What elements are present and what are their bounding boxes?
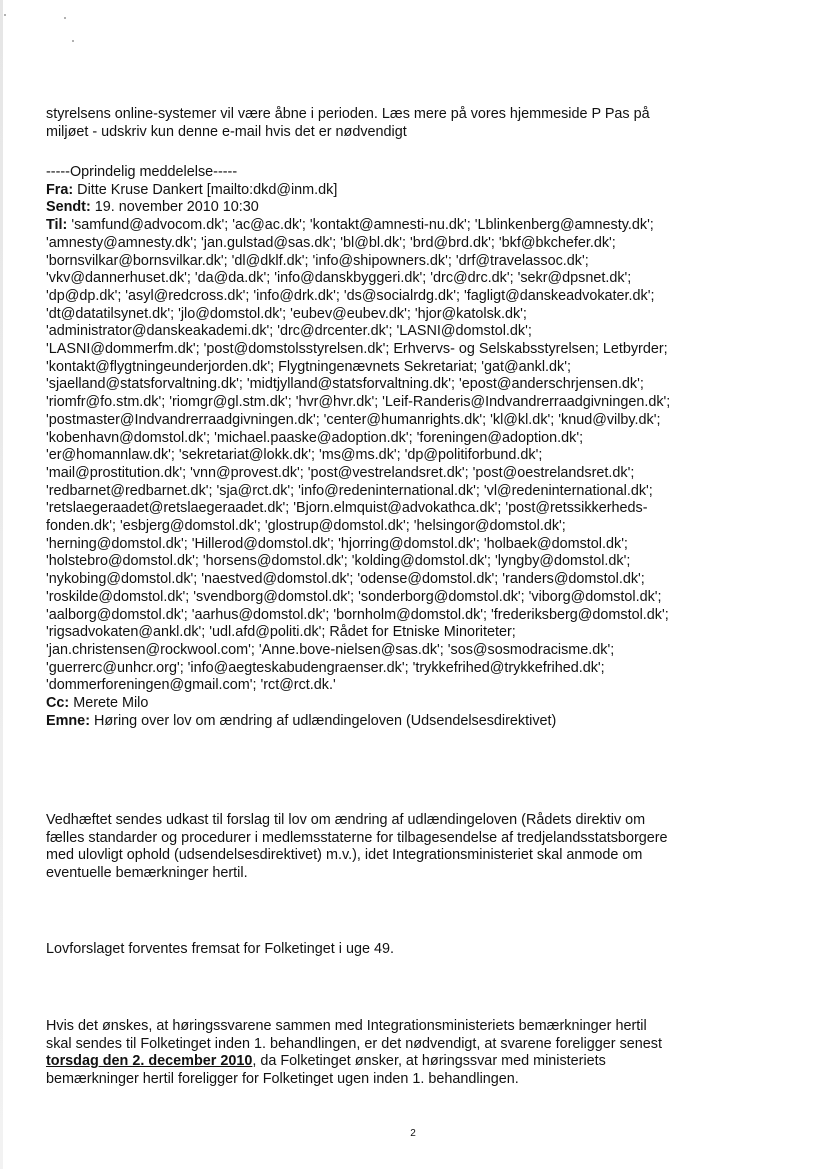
message-header	[46, 164, 806, 731]
from-line	[46, 182, 806, 200]
to-recipient-text: 'samfund@advocom.dk'; 'ac@ac.dk'; 'kontakt@amnesti-nu.dk'; 'Lblinkenberg@amnesty.dk';	[67, 217, 654, 234]
paragraph-line: bemærkninger hertil foreligger for Folketinget ugen inden 1. behandlingen.	[46, 1070, 519, 1087]
paragraph-line: Vedhæftet sendes udkast til forslag til lov om ændring af udlændingeloven (Rådets direktiv om	[46, 812, 646, 828]
sent-label: Sendt:	[46, 199, 91, 216]
body-paragraph-1	[46, 812, 806, 882]
paragraph-line: eventuelle bemærkninger hertil.	[46, 864, 248, 881]
to-line: 'postmaster@Indvandrerraadgivningen.dk'; 'center@humanrights.dk'; 'kl@kl.dk'; 'knud@vilby.dk';	[46, 411, 661, 428]
original-message-separator: -----Oprindelig meddelelse-----	[46, 164, 238, 180]
intro-line: miljøet - udskriv kun denne e-mail hvis det er nødvendigt	[46, 123, 407, 140]
to-line	[46, 217, 806, 235]
to-line: 'dommerforeningen@gmail.com'; 'rct@rct.dk.'	[46, 677, 336, 694]
to-line: 'jan.christensen@rockwool.com'; 'Anne.bove-nielsen@sas.dk'; 'sos@sosmodracisme.dk';	[46, 641, 615, 658]
paragraph-text: , da Folketinget ønsker, at høringssvar med ministeriets	[252, 1053, 606, 1070]
scan-speck	[4, 14, 6, 16]
to-line: 'herning@domstol.dk'; 'Hillerod@domstol.dk'; 'hjorring@domstol.dk'; 'holbaek@domstol.dk';	[46, 535, 628, 552]
cc-line	[46, 695, 806, 713]
to-line: fonden.dk'; 'esbjerg@domstol.dk'; 'glostrup@domstol.dk'; 'helsingor@domstol.dk';	[46, 518, 566, 535]
to-line: 'amnesty@amnesty.dk'; 'jan.gulstad@sas.dk'; 'bl@bl.dk'; 'brd@brd.dk'; 'bkf@bkchefer.dk';	[46, 234, 616, 251]
body-paragraph-2	[46, 941, 806, 959]
to-line: 'vkv@dannerhuset.dk'; 'da@da.dk'; 'info@danskbyggeri.dk'; 'drc@drc.dk'; 'sekr@dpsnet.dk';	[46, 270, 632, 287]
to-line: 'holstebro@domstol.dk'; 'horsens@domstol.dk'; 'kolding@domstol.dk'; 'lyngby@domstol.dk';	[46, 553, 631, 570]
to-line: 'riomfr@fo.stm.dk'; 'riomgr@gl.stm.dk'; 'hvr@hvr.dk'; 'Leif-Randeris@Indvandrerraadgivningen.dk';	[46, 394, 671, 411]
scan-speck	[72, 40, 74, 42]
document-page	[46, 106, 806, 731]
paragraph-line	[46, 1053, 806, 1071]
paragraph-line: Lovforslaget forventes fremsat for Folketinget i uge 49.	[46, 941, 394, 957]
paragraph-line: med ulovligt ophold (udsendelsesdirektivet) m.v.), idet Integrationsministeriet skal anmode om	[46, 847, 643, 864]
to-line: 'nykobing@domstol.dk'; 'naestved@domstol.dk'; 'odense@domstol.dk'; 'randers@domstol.dk';	[46, 571, 645, 588]
page-number: 2	[410, 1128, 416, 1139]
paragraph-line: skal sendes til Folketinget inden 1. behandlingen, er det nødvendigt, at svarene foreligger senest	[46, 1035, 662, 1052]
subject-label: Emne:	[46, 712, 90, 729]
to-line: 'dp@dp.dk'; 'asyl@redcross.dk'; 'info@drk.dk'; 'ds@socialrdg.dk'; 'fagligt@danskeadvokater.dk';	[46, 287, 655, 304]
to-line: 'redbarnet@redbarnet.dk'; 'sja@rct.dk'; 'info@redeninternational.dk'; 'vl@redeninternational.dk';	[46, 482, 653, 499]
to-line: 'guerrerc@unhcr.org'; 'info@aegteskabudengraenser.dk'; 'trykkefrihed@trykkefrihed.dk';	[46, 659, 605, 676]
to-line: 'bornsvilkar@bornsvilkar.dk'; 'dl@dklf.dk'; 'info@shipowners.dk'; 'drf@travelassoc.dk';	[46, 252, 589, 269]
to-line: 'rigsadvokaten@ankl.dk'; 'udl.afd@politi.dk'; Rådet for Etniske Minoriteter;	[46, 624, 516, 641]
body-paragraph-3	[46, 1018, 806, 1088]
to-line: 'dt@datatilsynet.dk'; 'jlo@domstol.dk'; 'eubev@eubev.dk'; 'hjor@katolsk.dk';	[46, 305, 527, 322]
to-line: 'mail@prostitution.dk'; 'vnn@provest.dk'; 'post@vestrelandsret.dk'; 'post@oestrelandsret.dk';	[46, 464, 635, 481]
to-line: 'aalborg@domstol.dk'; 'aarhus@domstol.dk'; 'bornholm@domstol.dk'; 'frederiksberg@domstol.dk';	[46, 606, 669, 623]
to-line: 'kontakt@flygtningeunderjorden.dk'; Flygtningenævnets Sekretariat; 'gat@ankl.dk';	[46, 358, 571, 375]
scan-edge	[0, 0, 3, 1169]
paragraph-line: fælles standarder og procedurer i medlemsstaterne for tilbagesendelse af tredjelandsstatsborgere	[46, 829, 668, 846]
to-line: 'retslaegeraadet@retslaegeraadet.dk'; 'Bjorn.elmquist@advokathca.dk'; 'post@retssikkerheds-	[46, 500, 648, 517]
to-line: 'roskilde@domstol.dk'; 'svendborg@domstol.dk'; 'sonderborg@domstol.dk'; 'viborg@domstol.dk';	[46, 588, 662, 605]
paragraph-line: Hvis det ønskes, at høringssvarene sammen med Integrationsministeriets bemærkninger hertil	[46, 1018, 647, 1034]
subject-line	[46, 713, 806, 731]
scan-speck	[64, 17, 66, 19]
sent-line	[46, 199, 806, 217]
from-label: Fra:	[46, 181, 74, 198]
intro-text	[46, 106, 806, 141]
sent-value: 19. november 2010 10:30	[90, 199, 259, 216]
to-line: 'kobenhavn@domstol.dk'; 'michael.paaske@adoption.dk'; 'foreningen@adoption.dk';	[46, 429, 584, 446]
to-line: 'administrator@danskeakademi.dk'; 'drc@drcenter.dk'; 'LASNI@domstol.dk';	[46, 323, 532, 340]
to-line: 'sjaelland@statsforvaltning.dk'; 'midtjylland@statsforvaltning.dk'; 'epost@anderschrjensen.dk';	[46, 376, 644, 393]
to-recipients	[46, 217, 806, 695]
deadline-date: torsdag den 2. december 2010	[46, 1053, 253, 1070]
to-line: 'LASNI@dommerfm.dk'; 'post@domstolsstyrelsen.dk'; Erhvervs- og Selskabsstyrelsen; Letbyrder;	[46, 341, 668, 358]
to-line: 'er@homannlaw.dk'; 'sekretariat@lokk.dk'; 'ms@ms.dk'; 'dp@politiforbund.dk';	[46, 447, 543, 464]
cc-value: Merete Milo	[69, 695, 149, 712]
cc-label: Cc:	[46, 695, 70, 712]
from-value: Ditte Kruse Dankert [mailto:dkd@inm.dk]	[73, 181, 338, 198]
to-label: Til:	[46, 217, 68, 234]
intro-line: styrelsens online-systemer vil være åbne i perioden. Læs mere på vores hjemmeside P Pas på	[46, 106, 650, 122]
subject-value: Høring over lov om ændring af udlændingeloven (Udsendelsesdirektivet)	[89, 712, 557, 729]
